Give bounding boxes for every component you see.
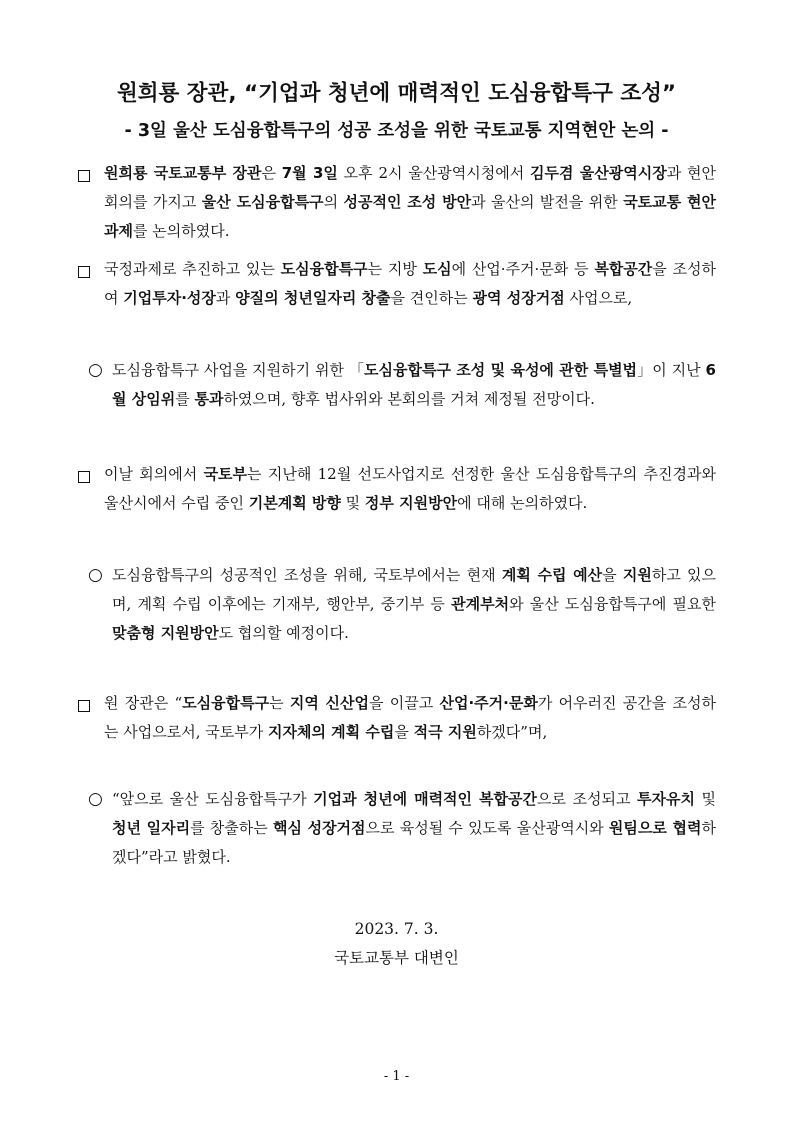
paragraph-2	[104, 255, 716, 313]
paragraph-6	[104, 689, 716, 747]
body-text: 원 장관은 “	[104, 694, 183, 712]
emphasis-text: 맞춤형 지원방안	[112, 624, 219, 642]
body-text: 하겠다”라고 밝혔다.	[112, 819, 716, 866]
emphasis-text: 성공적인 조성 방안	[343, 193, 472, 211]
emphasis-text: 도심융합특구	[182, 694, 270, 712]
document-subtitle: - 3일 울산 도심융합특구의 성공 조성을 위한 국토교통 지역현안 논의 -	[124, 121, 669, 141]
body-text: 으로 조성되고	[536, 790, 637, 808]
body-text: 국정과제로 추진하고 있는	[104, 260, 281, 278]
square-bullet-icon	[78, 700, 90, 712]
body-text: 하였으며, 향후 법사위와 본회의를 거쳐 제정될 전망이다.	[223, 390, 595, 408]
emphasis-text: 관계부처	[451, 595, 510, 613]
page-number: - 1 -	[383, 1069, 410, 1084]
square-bullet-icon	[78, 471, 90, 483]
body-text: 를	[175, 390, 195, 408]
emphasis-text: 도심	[422, 260, 452, 278]
body-text: 를 논의하였다.	[132, 222, 230, 240]
body-text: 도심융합특구의 성공적인 조성을 위해, 국토부에서는 현재	[112, 566, 502, 584]
issuer: 국토교통부 대변인	[334, 949, 459, 967]
paragraph-4	[104, 460, 716, 518]
body-text: 와 울산 도심융합특구에 필요한	[509, 595, 716, 613]
body-text: 하겠다”며,	[476, 723, 548, 741]
body-text: 을	[394, 723, 414, 741]
emphasis-text: 원팀으로 협력	[608, 819, 702, 837]
body-text: 사업으로,	[564, 289, 633, 307]
emphasis-text: 국토부	[203, 465, 248, 483]
body-text: “앞으로 울산 도심융합특구가	[112, 790, 314, 808]
body-text: 오후 2시 울산광역시청에서	[337, 164, 531, 182]
emphasis-text: 광역 성장거점	[472, 289, 565, 307]
emphasis-text: 울산 도심융합특구	[201, 193, 324, 211]
body-text: 하고 있으며, 계획 수립 이후에는 기재부, 행안부, 중기부 등	[112, 566, 717, 613]
emphasis-text: 핵심 성장거점	[272, 819, 366, 837]
circle-bullet-icon: ○	[88, 565, 103, 585]
emphasis-text: 도심융합특구 조성 및 육성에 관한 특별법	[364, 361, 638, 379]
emphasis-text: 도심융합특구	[280, 260, 368, 278]
body-text: 을 조성하여	[104, 260, 716, 307]
emphasis-text: 지원	[622, 566, 652, 584]
emphasis-text: 국토교통 현안과제	[104, 193, 716, 240]
emphasis-text: 정부 지원방안	[364, 494, 458, 512]
emphasis-text: 지자체의 계획 수립	[267, 723, 395, 741]
body-text: 는	[269, 694, 290, 712]
document-title: 원희룡 장관, “기업과 청년에 매력적인 도심융합특구 조성”	[116, 81, 677, 106]
body-text: 및	[694, 790, 716, 808]
emphasis-text: 적극 지원	[413, 723, 477, 741]
body-text: 을 이끌고	[369, 694, 440, 712]
circle-bullet-icon: ○	[88, 360, 103, 380]
body-text: 에 대해 논의하였다.	[457, 494, 588, 512]
body-text: 및	[340, 494, 365, 512]
emphasis-text: 김두겸 울산광역시장	[530, 164, 667, 182]
emphasis-text: 계획 수립 예산	[501, 566, 603, 584]
body-text: 의	[323, 193, 344, 211]
paragraph-3	[112, 356, 716, 414]
body-text: 」이 지난	[637, 361, 706, 379]
body-text: 에 산업·주거·문화 등	[451, 260, 595, 278]
paragraph-5	[112, 561, 716, 648]
emphasis-text: 산업·주거·문화	[439, 694, 538, 712]
emphasis-text: 복합공간	[594, 260, 653, 278]
emphasis-text: 양질의 청년일자리 창출	[235, 289, 391, 307]
emphasis-text: 7월 3일	[281, 164, 338, 182]
emphasis-text: 기업투자·성장	[123, 289, 216, 307]
emphasis-text: 지역 신산업	[289, 694, 370, 712]
emphasis-text: 원희룡 국토교통부 장관	[104, 164, 262, 182]
paragraph-7	[112, 785, 716, 872]
body-text: 도 협의할 예정이다.	[218, 624, 349, 642]
body-text: 를 창출하는	[190, 819, 273, 837]
emphasis-text: 기본계획 방향	[248, 494, 341, 512]
body-text: 가 어우러진 공간을 조성하는 사업으로서, 국토부가	[104, 694, 716, 741]
body-text: 으로 육성될 수 있도록 울산광역시와	[365, 819, 609, 837]
emphasis-text: 통과	[194, 390, 224, 408]
body-text: 을	[602, 566, 623, 584]
emphasis-text: 6월 상임위	[112, 361, 716, 408]
emphasis-text: 투자유치	[637, 790, 695, 808]
body-text: 도심융합특구 사업을 지원하기 위한 「	[112, 361, 365, 379]
body-text: 과 울산의 발전을 위한	[471, 193, 624, 211]
body-text: 과	[215, 289, 236, 307]
body-text: 은	[261, 164, 282, 182]
release-date: 2023. 7. 3.	[354, 920, 439, 938]
emphasis-text: 기업과 청년에 매력적인 복합공간	[313, 790, 537, 808]
body-text: 는 지난해 12월 선도사업지로 선정한 울산 도심융합특구의 추진경과와 울산시에서 수립 중인	[104, 465, 717, 512]
emphasis-text: 청년 일자리	[112, 819, 191, 837]
square-bullet-icon	[78, 170, 90, 182]
body-text: 이날 회의에서	[104, 465, 204, 483]
paragraph-1	[104, 159, 716, 246]
body-text: 과 현안회의를 가지고	[104, 164, 717, 211]
body-text: 는 지방	[367, 260, 423, 278]
body-text: 을 견인하는	[390, 289, 473, 307]
square-bullet-icon	[78, 266, 90, 278]
circle-bullet-icon: ○	[88, 789, 103, 809]
